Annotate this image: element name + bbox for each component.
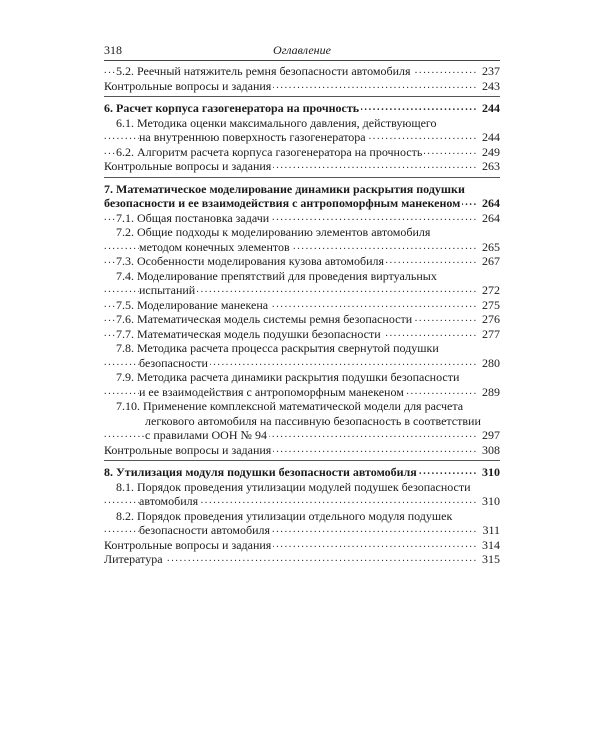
toc-entry-line [104, 414, 500, 429]
toc-entry-line [104, 130, 500, 145]
toc-chapter-entry[interactable] [104, 465, 500, 480]
toc-entry-line [104, 385, 500, 400]
toc-entry-line [104, 370, 500, 385]
toc-entry-line [104, 254, 500, 269]
toc-entry-line [104, 538, 500, 553]
toc-page-number: 314 [476, 538, 500, 553]
toc-entry-line [104, 283, 500, 298]
toc-entry-text: 7.6. Математическая модель системы ремня безопасности [116, 312, 413, 326]
toc-entry-line [104, 79, 500, 94]
toc-entry-line [104, 182, 500, 197]
toc-chapter-entry[interactable] [104, 182, 500, 211]
toc-entry-text: 6.1. Методика оценки максимального давления, действующего [116, 115, 437, 130]
toc-entry[interactable] [104, 159, 500, 174]
toc-entry-text: 7.2. Общие подходы к моделированию элементов автомобиля [116, 225, 431, 239]
toc-entry[interactable] [104, 225, 500, 254]
toc-entry-line [104, 145, 500, 160]
toc-entry-line [104, 443, 500, 458]
toc-entry-text: 8. Утилизация модуля подушки безопасности автомобиля [104, 465, 417, 479]
toc-entry[interactable] [104, 509, 500, 538]
toc-page-number: 310 [476, 465, 500, 480]
toc-entry-line [104, 116, 500, 131]
toc-chapter-entry[interactable] [104, 101, 500, 116]
toc-page-number: 280 [476, 356, 500, 371]
toc-entry[interactable] [104, 327, 500, 342]
toc-entry-text: 8.2. Порядок проведения утилизации отдельного модуля подушек [116, 508, 453, 523]
toc-entry-text: и ее взаимодействия с антропоморфным манекеном [139, 384, 404, 399]
toc-page-number: 272 [476, 283, 500, 298]
toc-page-number: 249 [476, 145, 500, 160]
toc-page-number: 311 [476, 523, 500, 538]
toc-entry[interactable] [104, 298, 500, 313]
toc-page-number: 244 [476, 130, 500, 145]
toc-entry[interactable] [104, 341, 500, 370]
toc-entry-text: методом конечных элементов [139, 239, 290, 254]
toc-entry-text: 6.2. Алгоритм расчета корпуса газогенератора на прочность [116, 144, 423, 159]
toc-entry[interactable] [104, 269, 500, 298]
toc-entry-text: 8.1. Порядок проведения утилизации модулей подушек безопасности [116, 479, 471, 494]
toc-entry-text: Контрольные вопросы и задания [104, 537, 272, 552]
toc-entry-text: безопасности и ее взаимодействия с антропоморфным манекеном [104, 196, 461, 210]
toc-entry-line [104, 356, 500, 371]
toc-entry[interactable] [104, 64, 500, 79]
toc-entry[interactable] [104, 79, 500, 94]
toc-entry-text: легкового автомобиля на пассивную безопасность в соответствии [145, 413, 481, 428]
toc-page-number: 237 [476, 64, 500, 79]
toc-page-number: 276 [476, 312, 500, 327]
toc-entry-text: автомобиля [139, 494, 199, 508]
toc-entry-line [104, 428, 500, 443]
toc-page-number: 275 [476, 298, 500, 313]
toc-page-number: 310 [476, 494, 500, 509]
toc-entry-line [104, 399, 500, 414]
toc-entry-text: Контрольные вопросы и задания [104, 159, 272, 173]
toc-entry[interactable] [104, 443, 500, 458]
toc-entry-line [104, 509, 500, 524]
toc-page-number: 267 [476, 254, 500, 269]
toc-entry-line [104, 327, 500, 342]
toc-entry[interactable] [104, 116, 500, 145]
toc-entry-line [104, 211, 500, 226]
toc-entry-line [104, 552, 500, 567]
toc-entry-text: Контрольные вопросы и задания [104, 442, 272, 457]
toc-entry-text: 7.5. Моделирование манекена [116, 297, 269, 312]
table-of-contents [104, 64, 500, 567]
toc-page-number: 277 [476, 327, 500, 342]
toc-entry-line [104, 494, 500, 509]
toc-entry-text: испытаний [139, 283, 196, 297]
page-number: 318 [104, 43, 122, 57]
toc-entry-text: Контрольные вопросы и задания [104, 78, 272, 93]
toc-page-number: 297 [476, 428, 500, 443]
toc-entry[interactable] [104, 399, 500, 443]
toc-entry-line [104, 101, 500, 116]
toc-entry[interactable] [104, 312, 500, 327]
toc-entry[interactable] [104, 370, 500, 399]
page-title: Оглавление [273, 43, 331, 57]
section-divider [104, 460, 500, 461]
toc-entry[interactable] [104, 538, 500, 553]
toc-entry-text: безопасности [139, 355, 208, 370]
toc-entry-line [104, 480, 500, 495]
toc-entry-text: 7.10. Применение комплексной математической модели для расчета [116, 399, 464, 413]
toc-entry-line [104, 64, 500, 79]
toc-entry-text: 7.8. Методика расчета процесса раскрытия свернутой подушки [116, 341, 439, 355]
toc-page-number: 289 [476, 385, 500, 400]
toc-entry-text: Литература [104, 552, 163, 566]
toc-entry-text: с правилами ООН № 94 [145, 428, 267, 442]
toc-entry-line [104, 269, 500, 284]
toc-entry-line [104, 159, 500, 174]
toc-entry-line [104, 523, 500, 538]
toc-page-number: 264 [476, 196, 500, 211]
toc-entry[interactable] [104, 552, 500, 567]
toc-entry-text: 5.2. Реечный натяжитель ремня безопасности автомобиля [116, 64, 411, 78]
toc-page-number: 308 [476, 443, 500, 458]
toc-entry-text: 7. Математическое моделирование динамики раскрытия подушки [104, 181, 465, 196]
toc-page-number: 264 [476, 211, 500, 226]
toc-page-number: 265 [476, 240, 500, 255]
toc-entry-text: 7.4. Моделирование препятствий для проведения виртуальных [116, 268, 437, 283]
toc-page-number: 244 [476, 101, 500, 116]
toc-page-number: 243 [476, 79, 500, 94]
toc-entry-text: 7.3. Особенности моделирования кузова автомобиля [116, 254, 385, 268]
toc-entry-line [104, 341, 500, 356]
toc-entry-text: 7.9. Методика расчета динамики раскрытия подушки безопасности [116, 370, 460, 384]
section-divider [104, 96, 500, 97]
section-divider [104, 177, 500, 178]
toc-entry-line [104, 240, 500, 255]
toc-entry-line [104, 196, 500, 211]
toc-entry[interactable] [104, 254, 500, 269]
toc-entry-text: 7.7. Математическая модель подушки безопасности [116, 326, 381, 341]
toc-entry-line [104, 465, 500, 480]
toc-entry-text: на внутреннюю поверхность газогенератора [139, 130, 366, 144]
toc-entry-line [104, 225, 500, 240]
toc-entry[interactable] [104, 480, 500, 509]
toc-page-number: 315 [476, 552, 500, 567]
toc-entry-line [104, 298, 500, 313]
toc-entry-line [104, 312, 500, 327]
toc-page-number: 263 [476, 159, 500, 174]
toc-entry-text: безопасности автомобиля [139, 523, 271, 537]
toc-entry[interactable] [104, 145, 500, 160]
running-header [104, 42, 500, 61]
toc-entry-text: 7.1. Общая постановка задачи [116, 210, 270, 225]
toc-entry-text: 6. Расчет корпуса газогенератора на прочность [104, 101, 360, 115]
toc-entry[interactable] [104, 211, 500, 226]
